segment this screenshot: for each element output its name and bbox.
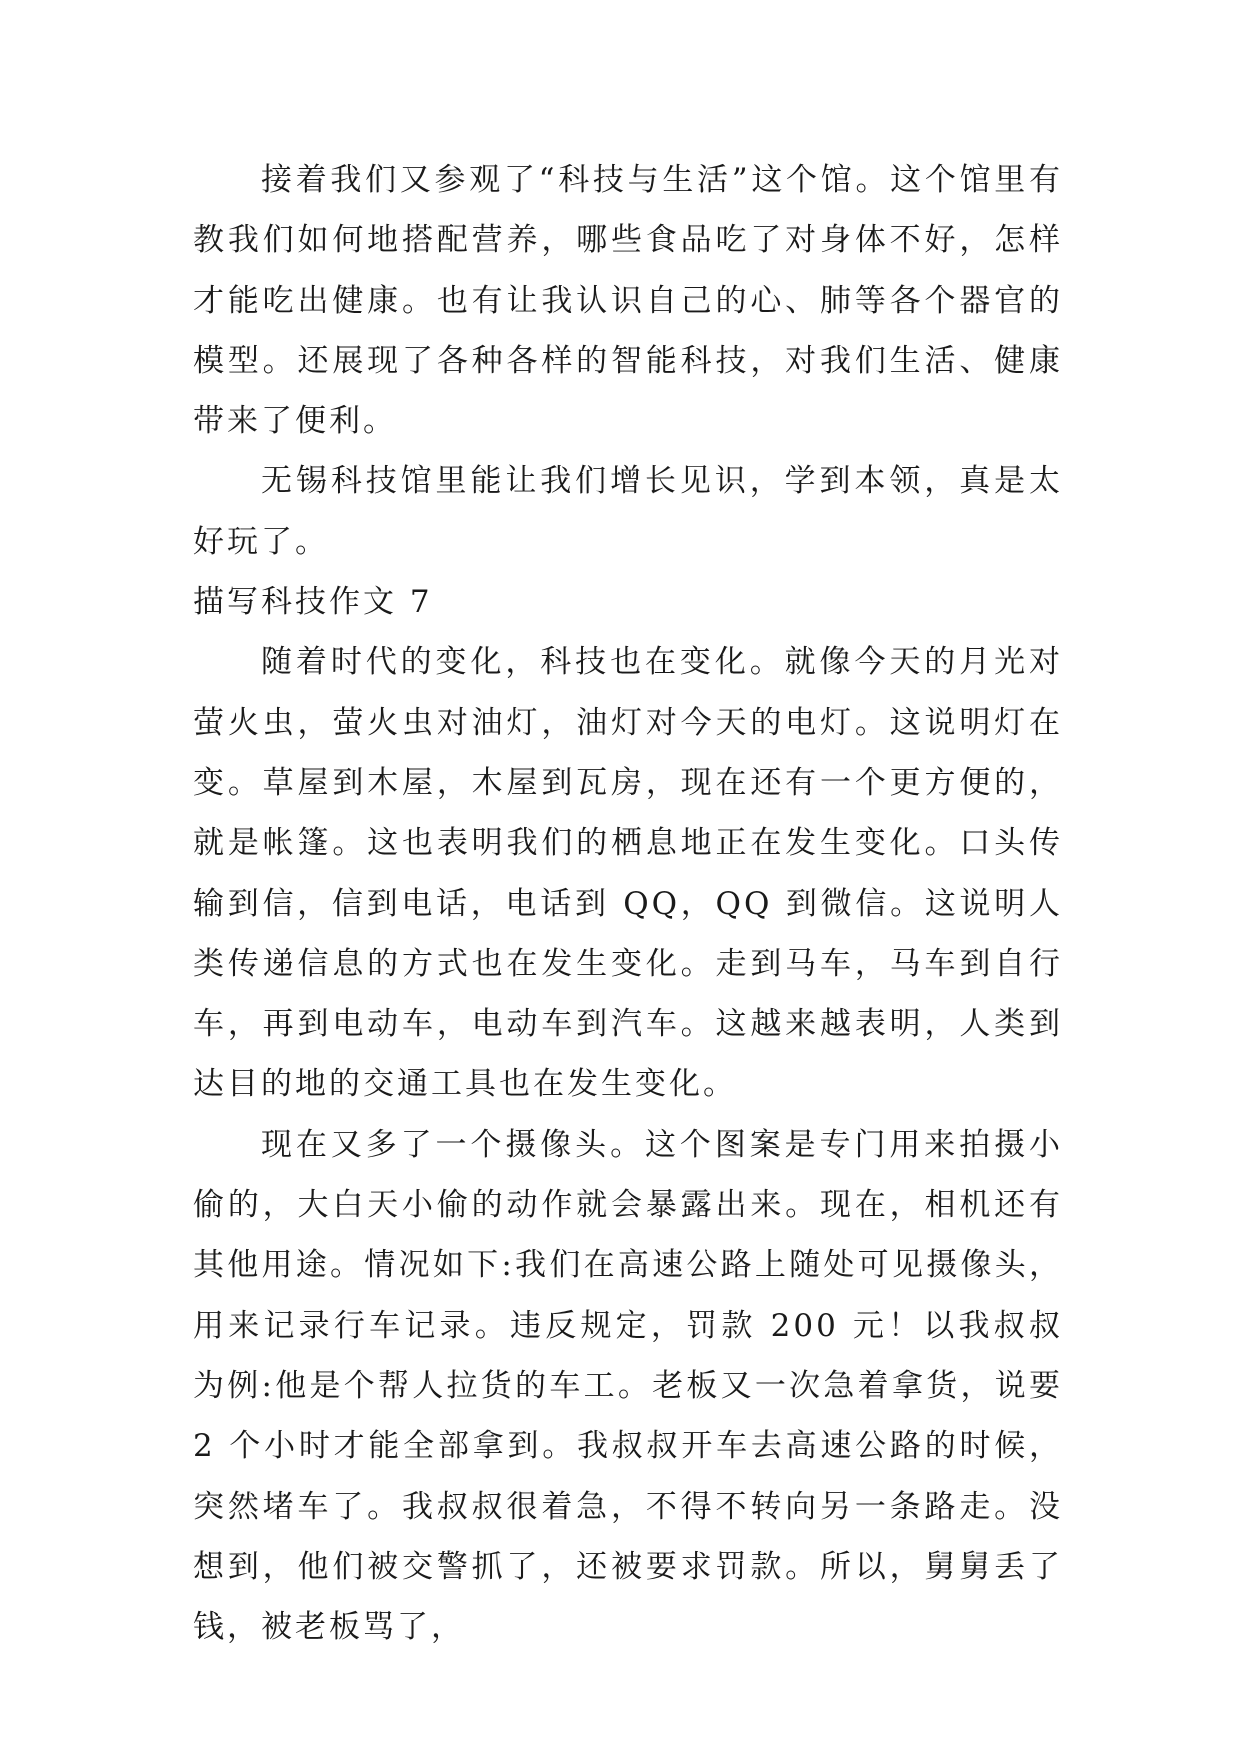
paragraph-camera: 现在又多了一个摄像头。这个图案是专门用来拍摄小偷的，大白天小偷的动作就会暴露出来。现在，相机还有其他用途。情况如下:我们在高速公路上随处可见摄像头，用来记录行车记录。违反规定，罚款 200 元！以我叔叔为例:他是个帮人拉货的车工。老板又一次急着拿货，说要 2 个小时才能全部拿到。我叔叔开车去高速公路的时候，突然堵车了。我叔叔很着急，不得不转向另一条路走。没想到，他们被交警抓了，还被要求罚款。所以，舅舅丢了钱，被老板骂了， <box>193 1126 1063 1646</box>
paragraph-science-and-life: 接着我们又参观了“科技与生活”这个馆。这个馆里有教我们如何地搭配营养，哪些食品吃了对身体不好，怎样才能吃出健康。也有让我认识自己的心、肺等各个器官的模型。还展现了各种各样的智能科技，对我们生活、健康带来了便利。 <box>193 162 1063 440</box>
section-title: 描写科技作文 7 <box>193 584 433 621</box>
document-body <box>193 150 1063 1657</box>
paragraph-times-change: 随着时代的变化，科技也在变化。就像今天的月光对萤火虫，萤火虫对油灯，油灯对今天的电灯。这说明灯在变。草屋到木屋，木屋到瓦房，现在还有一个更方便的，就是帐篷。这也表明我们的栖息地正在发生变化。口头传输到信，信到电话，电话到 QQ，QQ 到微信。这说明人类传递信息的方式也在发生变化。走到马车，马车到自行车，再到电动车，电动车到汽车。这越来越表明，人类到达目的地的交通工具也在发生变化。 <box>193 644 1063 1103</box>
paragraph-wuxi-museum: 无锡科技馆里能让我们增长见识，学到本领，真是太好玩了。 <box>193 463 1063 560</box>
